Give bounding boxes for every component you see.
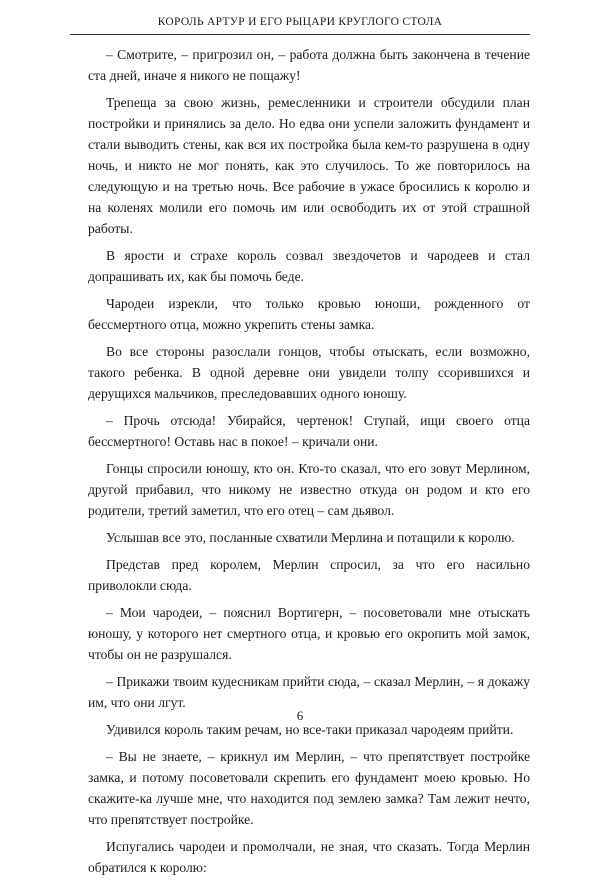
running-title: КОРОЛЬ АРТУР И ЕГО РЫЦАРИ КРУГЛОГО СТОЛА	[157, 16, 443, 28]
paragraph: В ярости и страхе король созвал звездочетов и чародеев и стал допрашивать их, как бы помочь беде.	[88, 248, 530, 284]
paragraph: Во все стороны разослали гонцов, чтобы отыскать, если возможно, такого ребенка. В одной деревне они увидели толпу ссорившихся и дерущихся мальчиков, преследовавших одного юношу.	[88, 344, 530, 401]
paragraph: – Прикажи твоим кудесникам прийти сюда, – сказал Мерлин, – я докажу им, что они лгут.	[88, 674, 530, 710]
paragraph: Испугались чародеи и промолчали, не зная, что сказать. Тогда Мерлин обратился к королю:	[88, 839, 530, 875]
body-text	[88, 44, 530, 884]
paragraph: Трепеща за свою жизнь, ремесленники и строители обсудили план постройки и принялись за дело. Но едва они успели заложить фундамент и стали выводить стены, как вся их постройка была кем-то разрушена в одну ночь, и никто не мог понять, как это случилось. То же повторилось на следующую и на третью ночь. Все рабочие в ужасе бросились к королю и на коленях молили его помочь им или освободить их от этой страшной работы.	[88, 95, 530, 236]
paragraph: – Вы не знаете, – крикнул им Мерлин, – что препятствует постройке замка, и потому посоветовали скрепить его фундамент моею кровью. Но скажите-ка лучше мне, что находится под землею замка? Там лежит нечто, что препятствует постройке.	[88, 749, 530, 827]
header-rule	[70, 34, 530, 35]
page-number: 6	[296, 708, 304, 723]
paragraph: Удивился король таким речам, но все-таки приказал чародеям прийти.	[106, 722, 514, 737]
paragraph: – Прочь отсюда! Убирайся, чертенок! Ступай, ищи своего отца бессмертного! Оставь нас в покое! – кричали они.	[88, 413, 530, 449]
paragraph: – Смотрите, – пригрозил он, – работа должна быть закончена в течение ста дней, иначе я никого не пощажу!	[88, 47, 530, 83]
paragraph: Чародеи изрекли, что только кровью юноши, рожденного от бессмертного отца, можно укрепить стены замка.	[88, 296, 530, 332]
paragraph: Представ пред королем, Мерлин спросил, за что его насильно приволокли сюда.	[88, 557, 530, 593]
paragraph: Услышав все это, посланные схватили Мерлина и потащили к королю.	[106, 530, 515, 545]
paragraph: – Мои чародеи, – пояснил Вортигерн, – посоветовали мне отыскать юношу, у которого нет смертного отца, и кровью его окропить мой замок, чтобы он не разрушался.	[88, 605, 530, 662]
paragraph: Гонцы спросили юношу, кто он. Кто-то сказал, что его зовут Мерлином, другой прибавил, что никому не известно откуда он родом и кто его родители, третий заметил, что его отец – сам дьявол.	[88, 461, 530, 518]
